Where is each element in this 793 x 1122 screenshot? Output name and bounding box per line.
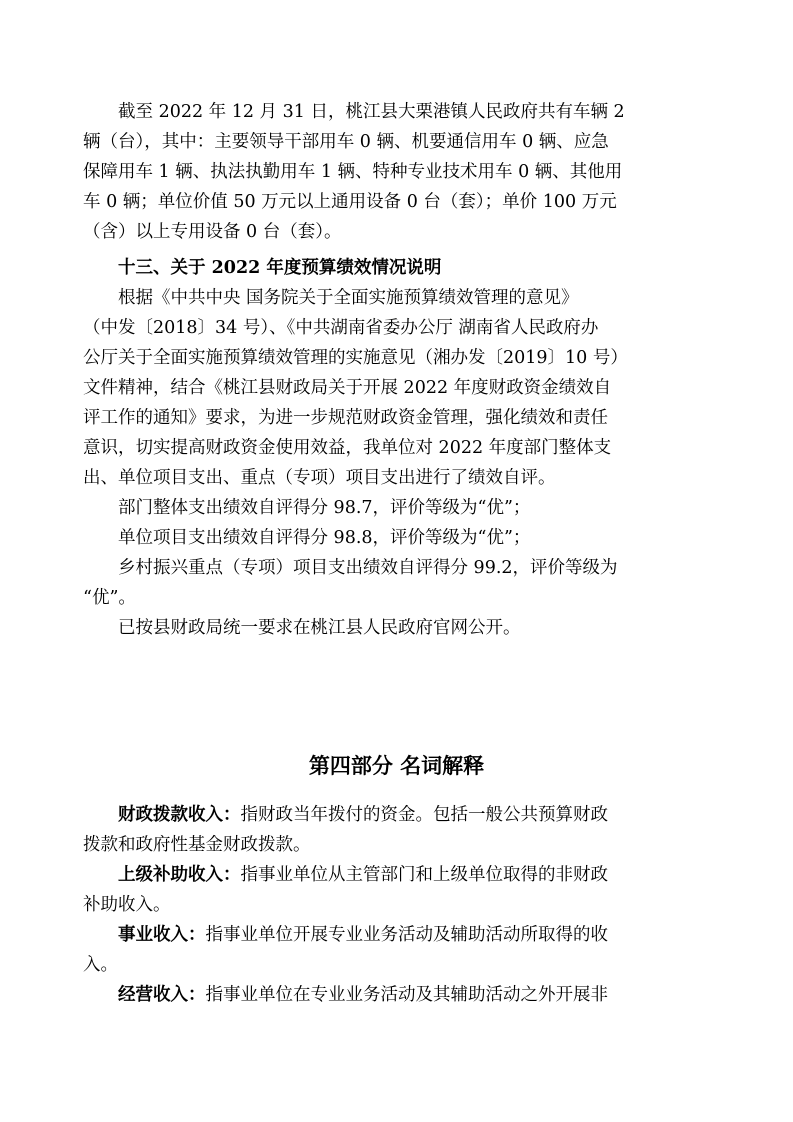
term-definition: 指事业单位在专业业务活动及其辅助活动之外开展非 (205, 985, 608, 1005)
section13 (83, 253, 723, 643)
paragraph-line: 文件精神，结合《桃江县财政局关于开展 2022 年度财政资金绩效自 (83, 378, 612, 398)
term-definition: 补助收入。 (83, 895, 171, 915)
paragraph-line: 根据《中共中央 国务院关于全面实施预算绩效管理的意见》 (118, 288, 579, 308)
part4-title: 第四部分 名词解释 (308, 754, 485, 778)
paragraph-line: 辆（台），其中：主要领导干部用车 0 辆、机要通信用车 0 辆、应急 (83, 132, 609, 152)
rural-score-line: 乡村振兴重点（专项）项目支出绩效自评得分 99.2，评价等级为 (118, 558, 618, 578)
term-label: 财政拨款收入： (118, 805, 241, 825)
paragraph-line: 截至 2022 年 12 月 31 日，桃江县大栗港镇人民政府共有车辆 2 (118, 102, 625, 122)
term-label: 经营收入： (118, 985, 206, 1005)
term-line (83, 800, 723, 830)
publish-line: 已按县财政局统一要求在桃江县人民政府官网公开。 (118, 618, 521, 638)
vehicles-paragraph (83, 97, 723, 247)
rural-score-line: “优”。 (83, 588, 136, 608)
term-definition: 入。 (83, 955, 118, 975)
terms-list (83, 800, 723, 1010)
project-score-line: 单位项目支出绩效自评得分 98.8，评价等级为“优”； (118, 528, 531, 548)
paragraph-line: 保障用车 1 辆、执法执勤用车 1 辆、特种专业技术用车 0 辆、其他用 (83, 162, 623, 182)
term-line (83, 860, 723, 890)
term-label: 上级补助收入： (118, 865, 241, 885)
term-line (83, 920, 723, 950)
paragraph-line: （中发〔2018〕34 号）、《中共湖南省委办公厅 湖南省人民政府办 (83, 318, 599, 338)
paragraph-line: 评工作的通知》要求，为进一步规范财政资金管理，强化绩效和责任 (83, 408, 608, 428)
paragraph-line: （含）以上专用设备 0 台（套）。 (83, 222, 342, 242)
paragraph-line: 公厅关于全面实施预算绩效管理的实施意见（湘办发〔2019〕10 号） (83, 348, 628, 368)
paragraph-line: 车 0 辆；单位价值 50 万元以上通用设备 0 台（套）；单价 100 万元 (83, 192, 617, 212)
dept-score-line: 部门整体支出绩效自评得分 98.7，评价等级为“优”； (118, 498, 531, 518)
paragraph-line: 出、单位项目支出、重点（专项）项目支出进行了绩效自评。 (83, 468, 556, 488)
paragraph-line: 意识，切实提高财政资金使用效益，我单位对 2022 年度部门整体支 (83, 438, 612, 458)
term-line (83, 980, 723, 1010)
term-definition: 指事业单位从主管部门和上级单位取得的非财政 (240, 865, 608, 885)
term-definition: 指事业单位开展专业业务活动及辅助活动所取得的收 (205, 925, 608, 945)
section-heading: 十三、关于 2022 年度预算绩效情况说明 (118, 258, 442, 278)
term-definition: 指财政当年拨付的资金。包括一般公共预算财政 (240, 805, 608, 825)
term-definition: 拨款和政府性基金财政拨款。 (83, 835, 311, 855)
term-label: 事业收入： (118, 925, 206, 945)
